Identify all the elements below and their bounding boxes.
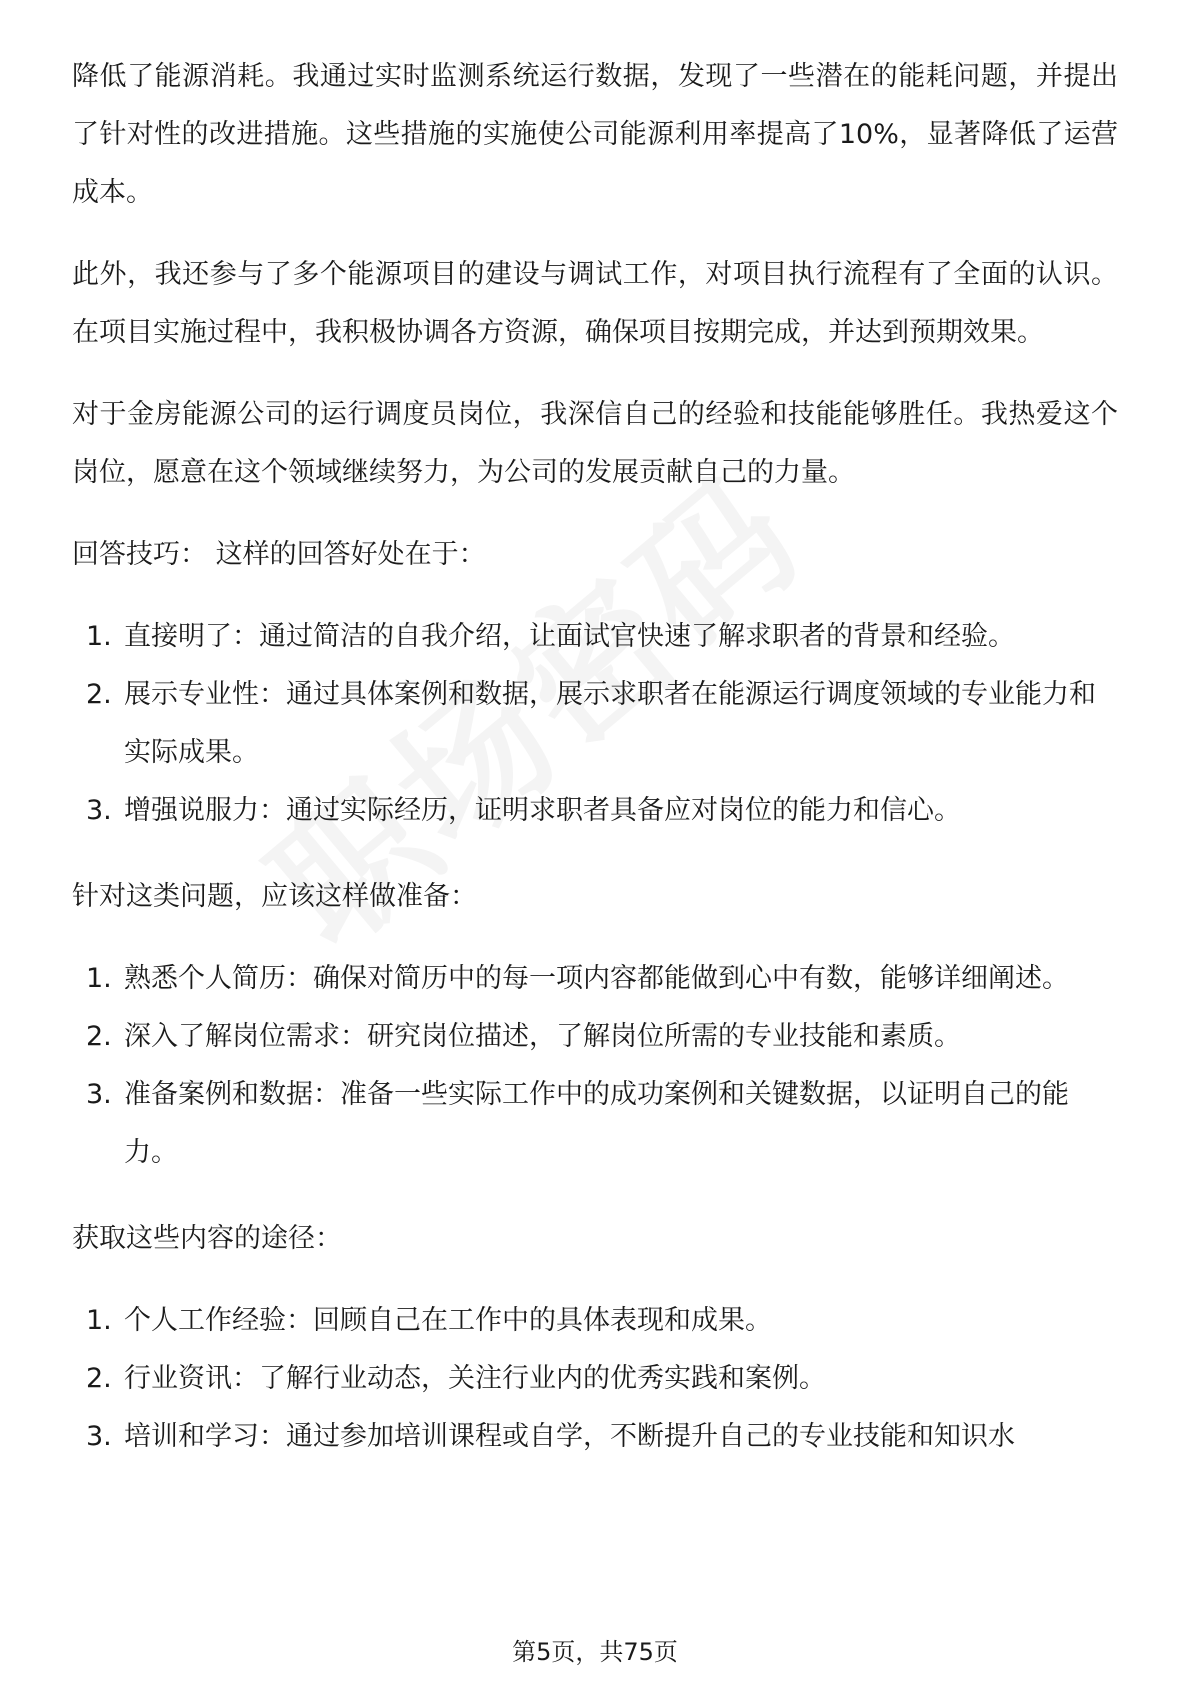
list-text: 个人工作经验：回顾自己在工作中的具体表现和成果。 [124, 1305, 772, 1336]
list-item [72, 1408, 1118, 1466]
paragraph-project-experience: 此外，我还参与了多个能源项目的建设与调试工作，对项目执行流程有了全面的认识。在项目实施过程中，我积极协调各方资源，确保项目按期完成，并达到预期效果。 [72, 259, 1118, 348]
list-text: 熟悉个人简历：确保对简历中的每一项内容都能做到心中有数，能够详细阐述。 [124, 963, 1069, 994]
list-text: 培训和学习：通过参加培训课程或自学，不断提升自己的专业技能和知识水 [124, 1421, 1015, 1452]
list-text: 准备案例和数据：准备一些实际工作中的成功案例和关键数据，以证明自己的能力。 [124, 1079, 1069, 1168]
list-item [72, 608, 1118, 666]
sources-heading: 获取这些内容的途径： [72, 1223, 342, 1254]
list-text: 直接明了：通过简洁的自我介绍，让面试官快速了解求职者的背景和经验。 [124, 621, 1015, 652]
list-number: 1. [86, 1305, 112, 1336]
list-number: 3. [86, 795, 112, 826]
list-number: 3. [86, 1421, 112, 1452]
document-page [72, 48, 1118, 1494]
list-number: 3. [86, 1079, 112, 1110]
list-number: 2. [86, 679, 112, 710]
list-item [72, 1350, 1118, 1408]
list-item [72, 1292, 1118, 1350]
paragraph-conclusion: 对于金房能源公司的运行调度员岗位，我深信自己的经验和技能能够胜任。我热爱这个岗位，愿意在这个领域继续努力，为公司的发展贡献自己的力量。 [72, 399, 1118, 488]
list-text: 深入了解岗位需求：研究岗位描述，了解岗位所需的专业技能和素质。 [124, 1021, 961, 1052]
list-text: 增强说服力：通过实际经历，证明求职者具备应对岗位的能力和信心。 [124, 795, 961, 826]
list-item [72, 666, 1118, 782]
list-text: 展示专业性：通过具体案例和数据，展示求职者在能源运行调度领域的专业能力和实际成果。 [124, 679, 1096, 768]
tips-list [72, 608, 1118, 840]
list-item [72, 1008, 1118, 1066]
list-item [72, 1066, 1118, 1182]
list-text: 行业资讯：了解行业动态，关注行业内的优秀实践和案例。 [124, 1363, 826, 1394]
prep-list [72, 950, 1118, 1182]
list-item [72, 950, 1118, 1008]
list-number: 1. [86, 621, 112, 652]
page-number-footer: 第5页，共75页 [512, 1638, 678, 1666]
list-number: 1. [86, 963, 112, 994]
list-number: 2. [86, 1021, 112, 1052]
tips-heading: 回答技巧： 这样的回答好处在于： [72, 539, 486, 570]
paragraph-energy-savings: 降低了能源消耗。我通过实时监测系统运行数据，发现了一些潜在的能耗问题，并提出了针对性的改进措施。这些措施的实施使公司能源利用率提高了10%，显著降低了运营成本。 [72, 61, 1118, 208]
list-item [72, 782, 1118, 840]
list-number: 2. [86, 1363, 112, 1394]
sources-list [72, 1292, 1118, 1466]
prep-heading: 针对这类问题，应该这样做准备： [72, 881, 477, 912]
